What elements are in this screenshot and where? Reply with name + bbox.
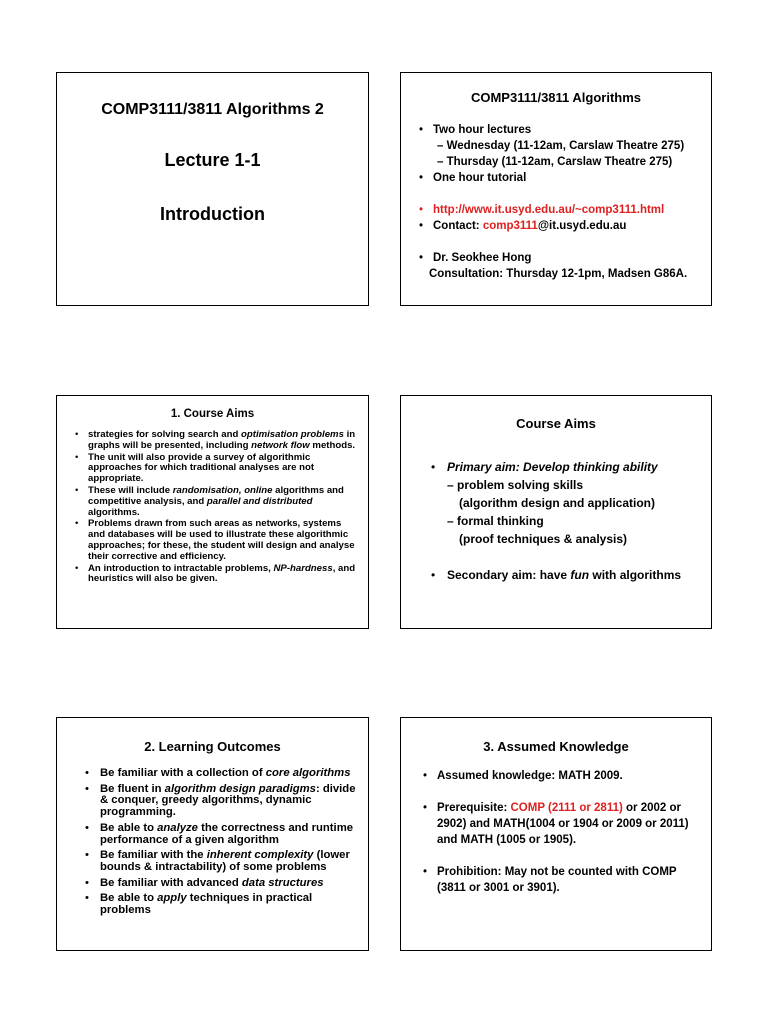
text: Be familiar with advanced: [100, 876, 242, 889]
emphasis: inherent complexity: [206, 849, 314, 862]
slide-heading: 1. Course Aims: [170, 408, 255, 420]
sub-item: – formal thinking: [447, 514, 544, 528]
list-item: [75, 519, 358, 562]
emphasis: algorithm design paradigms: [164, 782, 316, 795]
aims-list: [75, 430, 358, 586]
slide-heading: COMP3111/3811 Algorithms: [470, 90, 642, 105]
emphasis: data structures: [241, 876, 324, 889]
emphasis: NP-hardness: [273, 562, 333, 574]
info-list: [419, 122, 703, 282]
bullet-icon: •: [419, 252, 424, 264]
bullet-icon: •: [85, 876, 89, 889]
bullet-icon: •: [431, 568, 436, 582]
sub-item-detail: (proof techniques & analysis): [459, 532, 628, 546]
emphasis: network flow: [251, 439, 310, 451]
text: Prerequisite:: [437, 802, 511, 814]
text: Be able to: [100, 821, 158, 834]
bullet-icon: •: [85, 821, 89, 834]
bullet-icon: •: [75, 429, 79, 440]
text: the correctness and runtime performance of a given algorithm: [100, 821, 354, 846]
lecture-wednesday: – Wednesday (11-12am, Carslaw Theatre 275): [437, 140, 685, 152]
text: Assumed knowledge: MATH 2009.: [437, 770, 623, 782]
text: , and heuristics will also be given.: [88, 562, 356, 585]
emphasis: core algorithms: [265, 767, 351, 779]
slide-course-aims: [400, 395, 712, 629]
bullet-icon: •: [75, 484, 79, 496]
lectures-text: Two hour lectures: [433, 124, 532, 136]
bullet-icon: •: [423, 866, 428, 878]
bullet-icon: •: [423, 802, 428, 814]
emphasis: optimisation problems: [241, 429, 344, 440]
prereq-highlight: COMP (2111 or 2811): [510, 802, 623, 814]
text: Be familiar with a collection of: [100, 767, 266, 779]
text: strategies for solving search and: [88, 429, 242, 440]
sub-item: – problem solving skills: [447, 478, 584, 492]
bullet-icon: •: [419, 204, 424, 216]
text: : divide & conquer, greedy algorithms, dynamic programming.: [100, 782, 356, 819]
text: algorithms and competitive analysis, and: [88, 484, 344, 507]
text: techniques in practical problems: [100, 892, 313, 917]
list-item: [85, 878, 360, 890]
bullet-icon: •: [431, 460, 436, 474]
consultation-text: Consultation: Thursday 12-1pm, Madsen G86A.: [429, 268, 688, 280]
bullet-icon: •: [75, 518, 79, 530]
emphasis: fun: [570, 568, 590, 582]
slide-title: [56, 72, 369, 306]
text: Problems drawn from such areas as networks, systems and databases will be used to illustrate these algorithmic approaches; for these, the student will design and analyse their corrective and efficiency.: [88, 518, 355, 562]
list-item: [431, 566, 703, 584]
text: An introduction to intractable problems,: [88, 562, 274, 574]
text: or 2002 or 2902) and MATH(1004 or 1904 or 2009 or 2011) and MATH (1005 or 1905).: [437, 802, 689, 846]
list-item: [85, 768, 360, 780]
text: The unit will also provide a survey of algorithmic approaches for which traditional analyses are not appropriate.: [88, 451, 315, 485]
list-item: [419, 266, 703, 282]
contact-label: Contact:: [433, 220, 483, 232]
emphasis: randomisation, online: [172, 484, 273, 496]
text: in graphs will be presented, including: [88, 429, 356, 451]
text: Prohibition: May not be counted with COMP (3811 or 3001 or 3901).: [437, 866, 677, 894]
lecture-topic: Introduction: [160, 204, 265, 224]
list-item: [423, 768, 703, 784]
list-item: [85, 784, 360, 819]
text: algorithms.: [88, 506, 140, 518]
slide-course-info: [400, 72, 712, 306]
aims-list: [431, 458, 703, 584]
list-item: [419, 218, 703, 234]
list-item: [75, 486, 358, 518]
bullet-icon: •: [75, 451, 79, 463]
text: Be fluent in: [100, 782, 165, 795]
sub-item-detail: (algorithm design and application): [459, 496, 656, 510]
list-item: [85, 823, 360, 846]
bullet-icon: •: [85, 892, 89, 905]
list-item: [75, 564, 358, 586]
list-item: [75, 430, 358, 452]
outcomes-list: [85, 768, 360, 921]
bullet-icon: •: [85, 849, 89, 862]
slide-heading: Course Aims: [516, 416, 596, 431]
bullet-icon: •: [85, 782, 89, 795]
course-title: COMP3111/3811 Algorithms 2: [101, 101, 324, 118]
slide-course-aims-detail: [56, 395, 369, 629]
slide-heading: 2. Learning Outcomes: [144, 739, 281, 754]
text: (lower bounds & intractability) of some problems: [100, 849, 350, 873]
contact-user[interactable]: comp3111: [482, 220, 538, 232]
bullet-icon: •: [419, 220, 424, 232]
text: methods.: [309, 439, 356, 451]
bullet-icon: •: [419, 172, 424, 184]
bullet-icon: •: [75, 562, 79, 574]
list-item: [85, 850, 360, 873]
lecture-number: Lecture 1-1: [164, 150, 261, 170]
list-item: [419, 170, 703, 186]
list-item: [419, 202, 703, 218]
list-item: [75, 453, 358, 485]
list-item: [423, 864, 703, 896]
list-item: [419, 122, 703, 170]
emphasis: analyze: [157, 821, 198, 834]
bullet-icon: •: [419, 124, 424, 136]
slide-assumed-knowledge: [400, 717, 712, 951]
slide-heading: 3. Assumed Knowledge: [483, 739, 629, 754]
emphasis: parallel and distributed: [206, 495, 313, 507]
text: Be familiar with the: [100, 849, 207, 862]
text: with algorithms: [589, 568, 682, 582]
emphasis: apply: [157, 892, 187, 905]
primary-aim: Primary aim: Develop thinking ability: [447, 460, 658, 474]
list-item: [423, 800, 703, 848]
lecture-thursday: – Thursday (11-12am, Carslaw Theatre 275): [437, 156, 673, 168]
lecturer-name: Dr. Seokhee Hong: [433, 252, 532, 264]
text: These will include: [88, 484, 173, 496]
list-item: [431, 458, 703, 548]
slide-learning-outcomes: [56, 717, 369, 951]
bullet-icon: •: [85, 767, 89, 779]
tutorial-text: One hour tutorial: [433, 172, 527, 184]
course-url-link[interactable]: http://www.it.usyd.edu.au/~comp3111.html: [433, 204, 665, 216]
knowledge-list: [423, 768, 703, 896]
text: Be able to: [100, 892, 158, 905]
contact-domain: @it.usyd.edu.au: [537, 220, 627, 232]
list-item: [419, 250, 703, 266]
bullet-icon: •: [423, 770, 428, 782]
text: Secondary aim: have: [447, 568, 571, 582]
list-item: [85, 893, 360, 916]
